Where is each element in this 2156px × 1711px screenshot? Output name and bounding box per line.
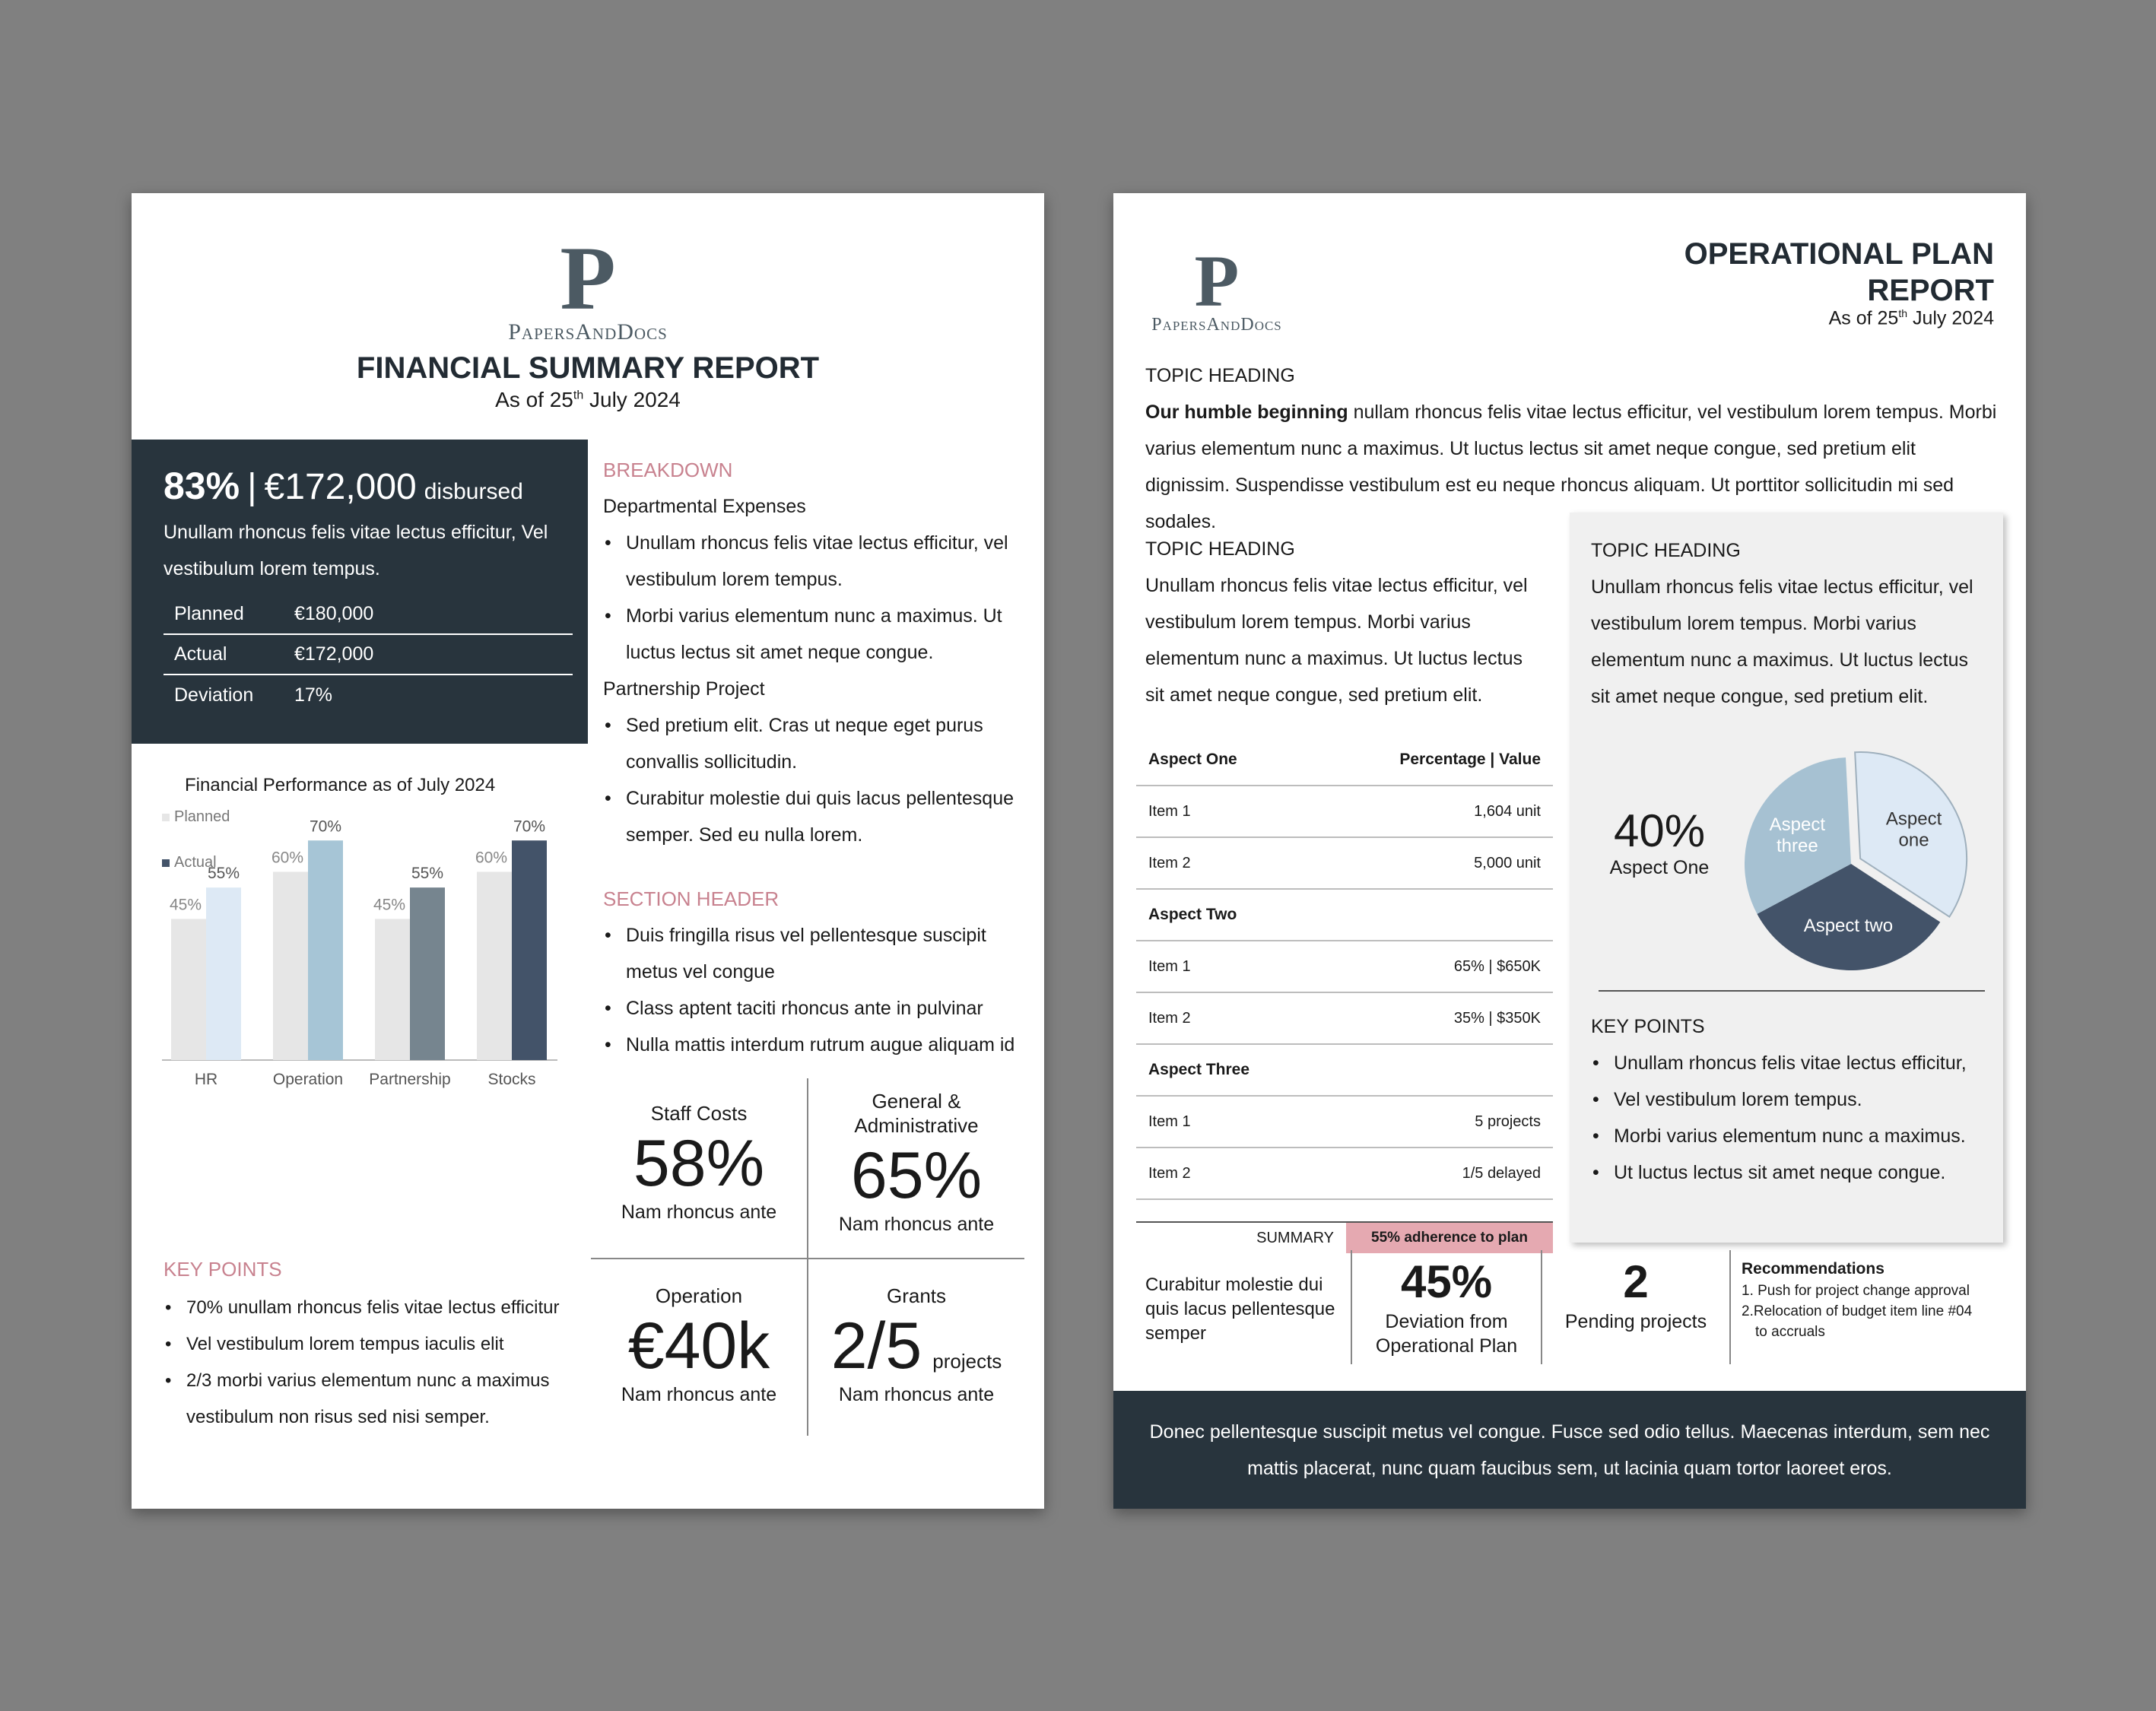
logo-mark: P <box>1194 240 1240 322</box>
summary-row-deviation: Deviation 17% <box>174 684 333 706</box>
logo <box>132 227 1044 345</box>
row-value: 35% | $350K <box>1453 1009 1541 1027</box>
bar-actual-hr <box>206 887 241 1060</box>
stats-grid <box>591 1078 1024 1436</box>
bar-value-label: 55% <box>207 865 240 883</box>
key-points-list <box>164 1290 574 1436</box>
table-header: Aspect One Percentage | Value <box>1136 735 1553 786</box>
page-title <box>1684 236 1994 309</box>
page-title: FINANCIAL SUMMARY REPORT <box>356 351 820 385</box>
bar-planned-operation <box>273 872 308 1061</box>
breakdown-item: • Sed pretium elit. Cras ut neque eget purus convallis sollicitudin. <box>603 707 1014 780</box>
date-prefix: As of 25 <box>495 388 573 411</box>
bottom-text: Curabitur molestie dui quis lacus pellentesque semper <box>1145 1275 1335 1344</box>
bar-actual-stocks <box>512 840 547 1060</box>
breakdown-item: • Curabitur molestie dui quis lacus pellentesque semper. Sed eu nulla lorem. <box>603 780 1014 853</box>
summary-row-planned: Planned €180,000 <box>164 595 573 635</box>
recommendations-heading: Recommendations <box>1742 1260 1885 1278</box>
disbursement-summary <box>132 440 588 744</box>
disbursed-suffix: disbursed <box>424 479 523 504</box>
deviation-value: 45% <box>1400 1256 1493 1307</box>
deviation-label: Deviation from Operational Plan <box>1375 1311 1518 1357</box>
disbursement-headline <box>164 464 556 508</box>
table-row <box>1136 941 1553 993</box>
bar-actual-partnership <box>410 887 445 1060</box>
bar-actual-operation <box>308 840 343 1060</box>
bar-value-label: 70% <box>513 817 546 836</box>
pie-label: Aspect <box>1769 814 1826 835</box>
logo-name: PapersAndDocs <box>1151 315 1282 335</box>
pie-label: three <box>1777 835 1818 856</box>
recommendations <box>1742 1250 2008 1364</box>
stat-general-admin: General & Administrative 65% Nam rhoncus ante <box>838 1090 995 1235</box>
bar-planned-partnership <box>375 919 410 1060</box>
bottom-stats <box>1113 1250 2026 1372</box>
section-item: • Duis fringilla risus vel pellentesque suscipit metus vel congue <box>603 917 1029 990</box>
report-date <box>132 388 1044 412</box>
key-point: • 2/3 morbi varius elementum nunc a maximus vestibulum non risus sed nisi semper. <box>164 1363 574 1436</box>
category-label: Operation <box>272 1071 344 1088</box>
footer-band <box>1113 1391 2026 1509</box>
aspect-pie-chart <box>1737 735 1980 978</box>
aspect-table <box>1136 735 1553 1246</box>
summary-description: Unullam rhoncus felis vitae lectus efficitur, Vel vestibulum lorem tempus. <box>164 522 548 579</box>
date-suffix: July 2024 <box>583 388 681 411</box>
operational-plan-page <box>1113 193 2026 1509</box>
row-label: Item 2 <box>1148 1009 1191 1027</box>
panel-text: Unullam rhoncus felis vitae lectus efficitur, vel vestibulum lorem tempus. Morbi varius elementum nunc a maximus. Ut luctus lectus sit amet neque congue, sed pretium elit. <box>1591 576 1973 707</box>
aspect-one-stat <box>1591 805 1728 879</box>
row-label: Item 2 <box>1148 1164 1191 1182</box>
logo <box>1141 240 1293 335</box>
breakdown-group-title: Partnership Project <box>603 678 765 700</box>
bottom-divider <box>1729 1250 1731 1364</box>
key-point: • Vel vestibulum lorem tempus iaculis elit <box>164 1326 574 1363</box>
summary-row-actual: Actual €172,000 <box>164 635 573 675</box>
panel-key-points-list <box>1591 1045 1994 1191</box>
footer-text: Donec pellentesque suscipit metus vel congue. Fusce sed odio tellus. Maecenas interdum, sem nec mattis placerat, nunc quam faucibus sem, ut lacinia quam tortor laoreet eros. <box>1149 1421 1990 1479</box>
title-line-1: OPERATIONAL PLAN <box>1684 237 1994 271</box>
legend-label-actual: Actual <box>174 854 217 871</box>
pie-label: Aspect two <box>1803 916 1894 937</box>
report-date <box>1829 307 1994 329</box>
pending-stat <box>1542 1250 1729 1364</box>
breakdown-item: • Morbi varius elementum nunc a maximus. Ut luctus lectus sit amet neque congue. <box>603 598 1014 671</box>
category-label: Partnership <box>369 1071 451 1088</box>
legend-swatch-actual <box>162 859 170 867</box>
bar-value-label: 60% <box>475 849 508 867</box>
chart-title: Financial Performance as of July 2024 <box>185 775 496 795</box>
legend-label-planned: Planned <box>174 809 230 825</box>
section-heading: SECTION HEADER <box>603 887 780 910</box>
bar-planned-hr <box>171 919 206 1060</box>
date-sup: th <box>573 389 584 402</box>
table-row <box>1136 838 1553 890</box>
breakdown-list <box>603 525 1014 671</box>
table-row <box>1136 1148 1553 1200</box>
table-row <box>1136 993 1553 1045</box>
intro-body: nullam rhoncus felis vitae lectus efficitur, vel vestibulum lorem tempus. Morbi varius elementum nunc a maximus. Ut luctus lectus sit amet neque congue, sed pretium elit dignissim. Suspendisse vestibulum est eu neque rhoncus aliquam. Ut porttitor sollicitudin mi sed sodales. <box>1145 402 1997 532</box>
bar-value-label: 45% <box>169 896 202 914</box>
intro-heading: TOPIC HEADING <box>1145 365 1295 386</box>
recommendation-item: 1. Push for project change approval <box>1742 1283 1970 1299</box>
row-value: 1/5 delayed <box>1462 1164 1541 1182</box>
pie-label: Aspect <box>1885 808 1942 830</box>
section-item: • Class aptent taciti rhoncus ante in pulvinar <box>603 990 1029 1027</box>
headline-separator: | <box>247 467 257 507</box>
row-label: Aspect Two <box>1148 906 1237 923</box>
table-group-row <box>1136 890 1553 941</box>
row-label: Aspect Three <box>1148 1061 1250 1078</box>
key-point: • Unullam rhoncus felis vitae lectus efficitur, <box>1591 1045 1994 1081</box>
row-value: 5,000 unit <box>1474 854 1541 871</box>
panel-key-points-heading: KEY POINTS <box>1591 1016 1705 1037</box>
row-value: 1,604 unit <box>1474 802 1541 820</box>
table-summary <box>1136 1221 1553 1253</box>
stat-operation: Operation €40k Nam rhoncus ante <box>621 1284 777 1405</box>
row-value: 65% | $650K <box>1453 957 1541 975</box>
table-group-row <box>1136 1045 1553 1097</box>
panel-text-block <box>1591 532 1986 715</box>
table-row <box>1136 1097 1553 1148</box>
topic-two-section <box>1145 531 1541 713</box>
row-value: 5 projects <box>1475 1113 1541 1130</box>
table-row <box>1136 786 1553 838</box>
bar-value-label: 55% <box>411 865 444 883</box>
aspect-one-label: Aspect One <box>1609 857 1710 878</box>
category-label: Stocks <box>487 1071 536 1088</box>
intro-bold: Our humble beginning <box>1145 402 1348 423</box>
key-point: • Vel vestibulum lorem tempus. <box>1591 1081 1994 1118</box>
panel-heading: TOPIC HEADING <box>1591 540 1741 561</box>
pie-label: one <box>1898 830 1929 851</box>
financial-summary-page <box>132 193 1044 1509</box>
topic-two-text: Unullam rhoncus felis vitae lectus efficitur, vel vestibulum lorem tempus. Morbi varius elementum nunc a maximus. Ut luctus lectus sit amet neque congue, sed pretium elit. <box>1145 575 1528 706</box>
topic-two-heading: TOPIC HEADING <box>1145 538 1295 560</box>
logo-mark: P <box>560 227 616 329</box>
bar-planned-stocks <box>477 872 512 1061</box>
summary-label: SUMMARY <box>1256 1230 1334 1246</box>
financial-performance-chart <box>162 809 573 1090</box>
grants-value-row <box>808 1308 1024 1384</box>
category-label: HR <box>194 1071 218 1088</box>
key-points-heading: KEY POINTS <box>164 1258 282 1281</box>
disbursed-amount: €172,000 <box>264 467 417 507</box>
deviation-stat <box>1352 1250 1541 1364</box>
section-header-block <box>603 881 1029 1063</box>
legend-swatch-planned <box>162 814 170 821</box>
section-item: • Nulla mattis interdum rutrum augue aliquam id <box>603 1027 1029 1063</box>
aspect-one-value: 40% <box>1613 805 1706 856</box>
section-list <box>603 917 1029 1063</box>
pending-label: Pending projects <box>1564 1311 1707 1332</box>
breakdown-list <box>603 707 1014 853</box>
summary-value: 55% adherence to plan <box>1346 1223 1553 1253</box>
recommendation-item: to accruals <box>1755 1324 1825 1340</box>
panel-divider <box>1599 990 1985 992</box>
title-line-2: REPORT <box>1867 274 1994 307</box>
row-label: Item 1 <box>1148 957 1191 975</box>
stat-staff-costs: Staff Costs 58% Nam rhoncus ante <box>621 1102 777 1223</box>
summary-table <box>164 595 573 716</box>
bar-value-label: 60% <box>271 849 304 867</box>
recommendation-item: 2.Relocation of budget item line #04 <box>1742 1303 1973 1319</box>
grants-value: 2/5 <box>830 1309 922 1382</box>
topic-panel <box>1570 513 2003 1243</box>
row-label: Item 2 <box>1148 854 1191 871</box>
logo-name: PapersAndDocs <box>508 319 668 344</box>
row-label: Item 1 <box>1148 1113 1191 1130</box>
breakdown-section <box>603 452 1014 853</box>
key-point: • 70% unullam rhoncus felis vitae lectus efficitur <box>164 1290 574 1326</box>
date-sup: th <box>1898 307 1908 319</box>
bar-value-label: 70% <box>309 817 342 836</box>
breakdown-item: • Unullam rhoncus felis vitae lectus efficitur, vel vestibulum lorem tempus. <box>603 525 1014 598</box>
date-prefix: As of 25 <box>1828 307 1899 329</box>
breakdown-group-title: Departmental Expenses <box>603 496 806 517</box>
pending-value: 2 <box>1623 1256 1649 1307</box>
bar-value-label: 45% <box>373 896 406 914</box>
disbursed-percent: 83% <box>164 465 240 507</box>
row-label: Item 1 <box>1148 802 1191 820</box>
key-point: • Ut luctus lectus sit amet neque congue. <box>1591 1154 1994 1191</box>
key-point: • Morbi varius elementum nunc a maximus. <box>1591 1118 1994 1154</box>
date-suffix: July 2024 <box>1907 307 1994 329</box>
grants-suffix: projects <box>932 1350 1002 1373</box>
stat-grants: Grants 2/5 projects Nam rhoncus ante <box>808 1284 1024 1406</box>
breakdown-heading: BREAKDOWN <box>603 459 733 481</box>
panel-key-points <box>1591 1008 1994 1191</box>
